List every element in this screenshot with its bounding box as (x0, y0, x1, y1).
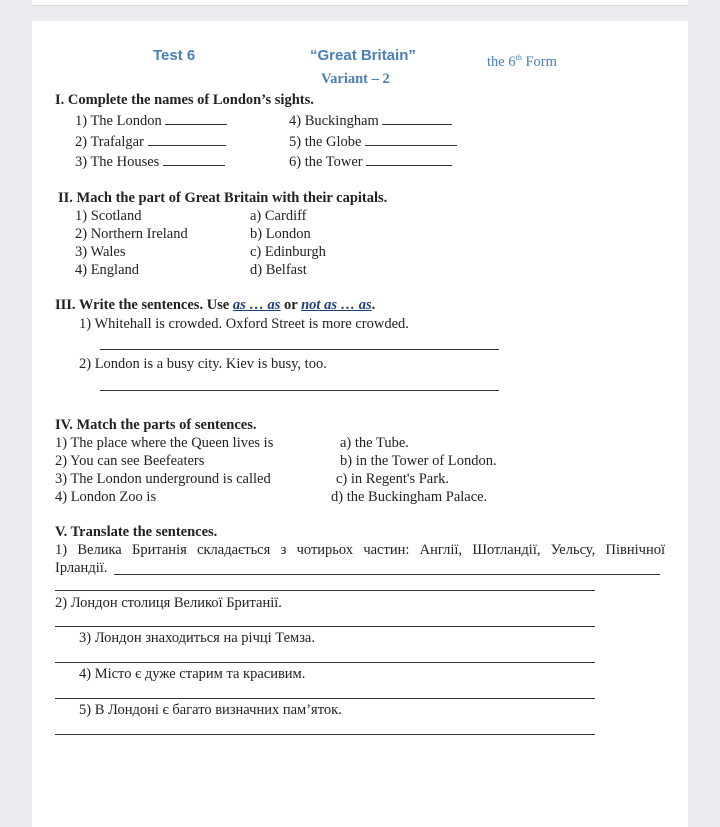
section-3-title: III. Write the sentences. Use as … as or not as … as. (55, 297, 376, 313)
s2-left-4: 4) England (75, 262, 140, 278)
answer-blank (163, 151, 225, 166)
s4-right-1: a) the Tube. (340, 435, 409, 451)
answer-line (55, 734, 595, 735)
form-prefix: the 6 (487, 53, 516, 70)
s1-item-2: 2) Trafalgar (75, 131, 226, 151)
section-4-title: IV. Match the parts of sentences. (55, 417, 257, 433)
answer-blank (382, 110, 452, 125)
section-1-title: I. Complete the names of London’s sights. (55, 92, 314, 108)
s4-left-2: 2) You can see Beefeaters (55, 453, 205, 469)
s1-item-1: 1) The London (75, 110, 227, 130)
variant: Variant – 2 (321, 71, 390, 87)
answer-line (55, 626, 595, 627)
s1-item-6: 6) the Tower (289, 151, 452, 171)
s1-item-5: 5) the Globe (289, 131, 457, 151)
s5-item-3: 3) Лондон знаходиться на річці Темза. (79, 630, 315, 646)
s5-item-1-line-1: 1) Велика Британія складається з чотирьох частин: Англії, Шотландії, Уельсу, Північної (55, 542, 665, 558)
s2-right-3: c) Edinburgh (250, 244, 326, 260)
section-5-title: V. Translate the sentences. (55, 524, 218, 540)
answer-blank (165, 110, 227, 125)
s1-item-3: 3) The Houses (75, 151, 225, 171)
s4-right-2: b) in the Tower of London. (340, 453, 497, 469)
answer-blank (148, 131, 226, 146)
answer-line (55, 698, 595, 699)
s4-right-3: c) in Regent's Park. (336, 471, 449, 487)
test-topic: “Great Britain” (310, 47, 416, 64)
answer-blank (366, 151, 452, 166)
s3-item-2: 2) London is a busy city. Kiev is busy, too. (79, 356, 327, 372)
section-2-title: II. Mach the part of Great Britain with their capitals. (58, 190, 388, 206)
answer-blank (365, 131, 457, 146)
s2-right-4: d) Belfast (250, 262, 307, 278)
not-as-as-phrase: not as … as (301, 297, 372, 313)
form-label (487, 49, 557, 71)
as-as-phrase: as … as (232, 297, 281, 313)
s2-left-1: 1) Scotland (75, 208, 142, 224)
s1-item-4: 4) Buckingham (289, 110, 452, 130)
s4-left-4: 4) London Zoo is (55, 489, 157, 505)
s3-item-1: 1) Whitehall is crowded. Oxford Street is more crowded. (79, 316, 409, 332)
s4-left-3: 3) The London underground is called (55, 471, 271, 487)
test-number: Test 6 (153, 47, 196, 64)
s5-item-2: 2) Лондон столиця Великої Британії. (55, 595, 282, 611)
s2-right-1: a) Cardiff (250, 208, 307, 224)
s5-item-1-line-2: Ірландії. (55, 560, 108, 576)
s4-right-4: d) the Buckingham Palace. (331, 489, 488, 505)
answer-line (55, 662, 595, 663)
s4-left-1: 1) The place where the Queen lives is (55, 435, 274, 451)
answer-line (100, 349, 499, 350)
answer-line (114, 574, 660, 575)
answer-line (55, 590, 595, 591)
s5-item-4: 4) Місто є дуже старим та красивим. (79, 666, 306, 682)
s2-left-3: 3) Wales (75, 244, 126, 260)
top-bar (32, 0, 688, 6)
form-sup: th (515, 53, 522, 62)
worksheet (32, 21, 688, 827)
answer-line (100, 390, 499, 391)
form-suffix: Form (521, 53, 557, 70)
s5-item-5: 5) В Лондоні є багато визначних пам’яток. (79, 702, 342, 718)
s2-right-2: b) London (250, 226, 311, 242)
s2-left-2: 2) Northern Ireland (75, 226, 188, 242)
